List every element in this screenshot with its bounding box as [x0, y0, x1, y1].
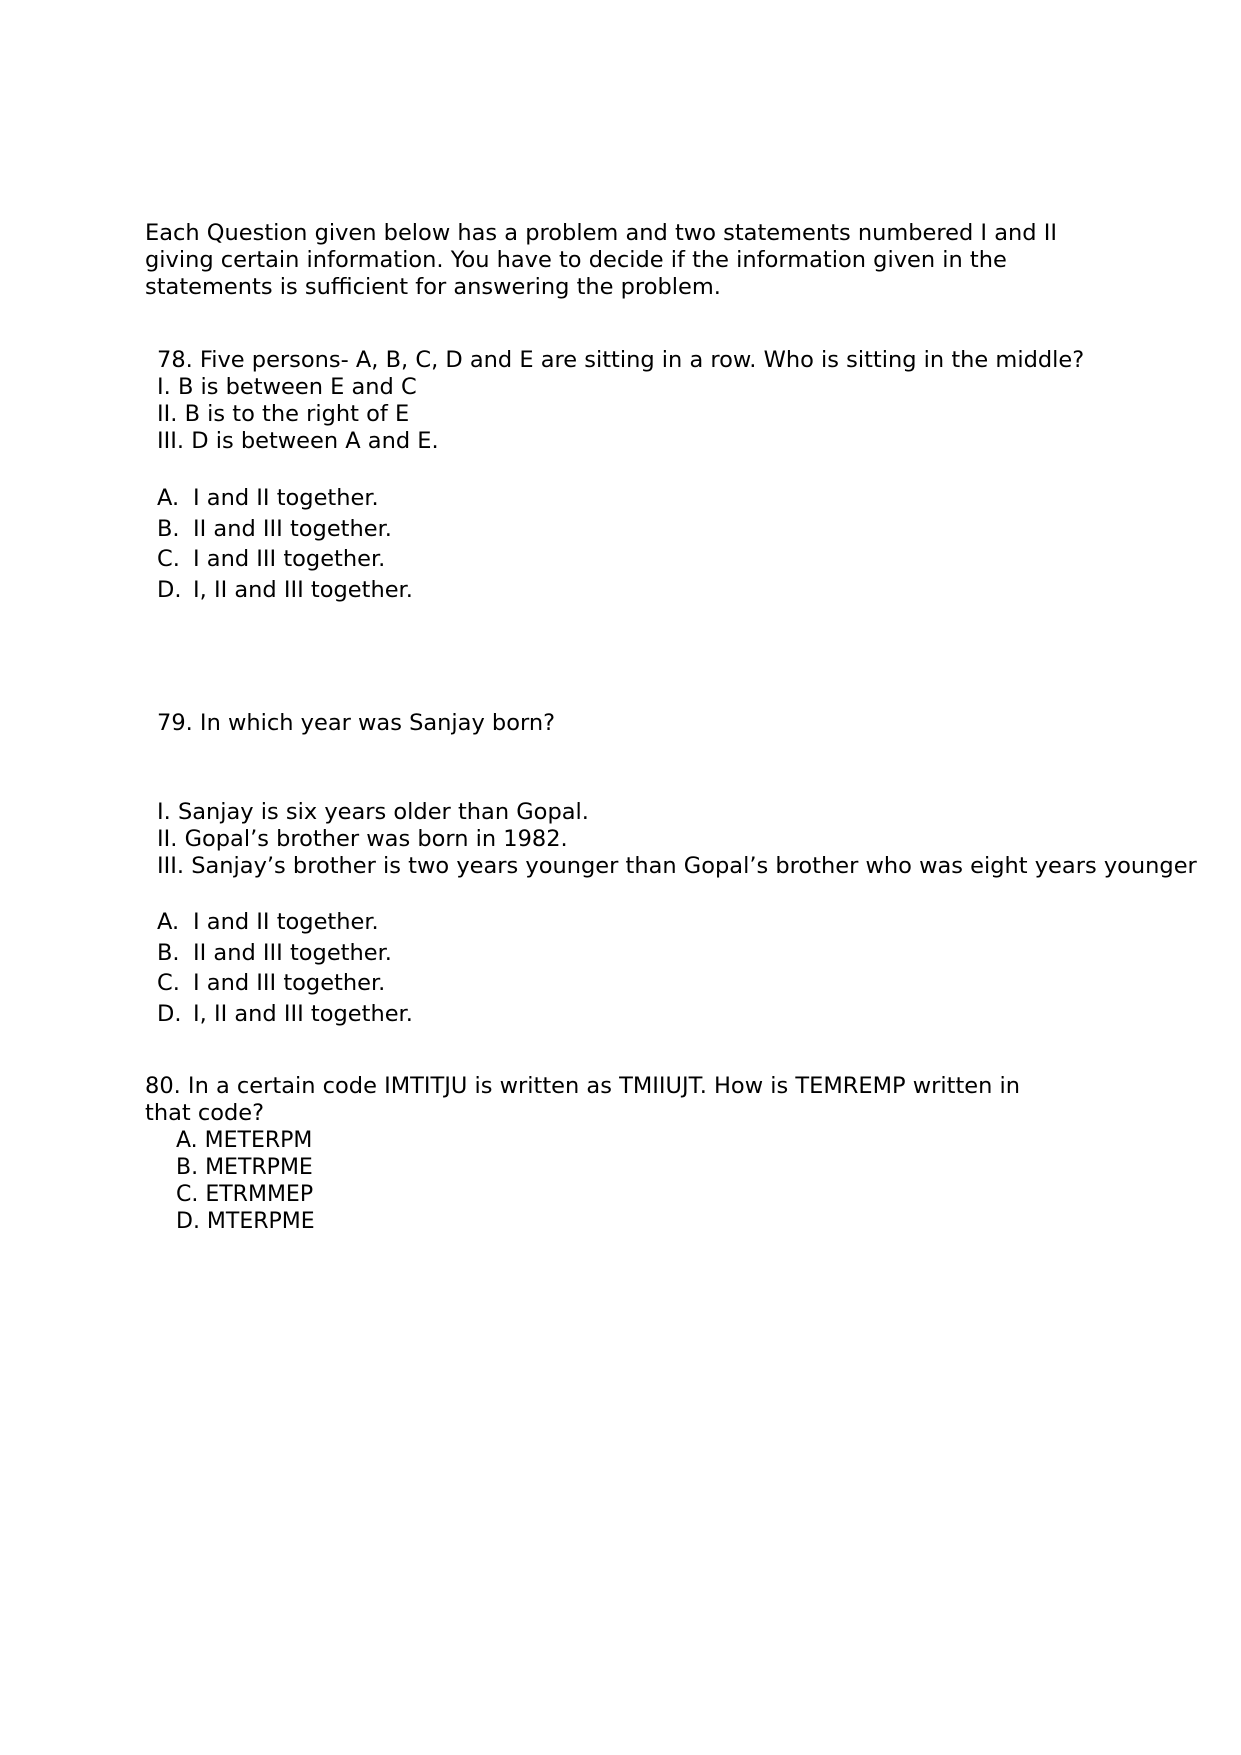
statement-i: I. B is between E and C — [157, 374, 417, 400]
option-d — [157, 999, 413, 1030]
instructions-paragraph — [145, 220, 1105, 301]
question-78-options — [157, 483, 413, 605]
option-text: I and II together. — [193, 485, 379, 511]
option-text: I and II together. — [193, 909, 379, 935]
option-text: I and III together. — [193, 970, 386, 996]
instructions-line: Each Question given below has a problem and two statements numbered I and II — [145, 220, 1057, 246]
option-letter: A. — [157, 909, 180, 935]
question-80-line: that code? — [145, 1100, 265, 1126]
option-d — [157, 575, 413, 606]
option-letter: D. — [157, 576, 182, 603]
statement-i: I. Sanjay is six years older than Gopal. — [157, 799, 589, 825]
option-b: B. METRPME — [176, 1155, 313, 1180]
question-80-options — [145, 1127, 1105, 1235]
option-text: II and III together. — [193, 939, 392, 966]
option-a — [157, 483, 413, 514]
option-b — [157, 514, 413, 545]
option-d: D. MTERPME — [176, 1209, 315, 1234]
instructions-line: statements is sufficient for answering the problem. — [145, 274, 721, 300]
statement-ii: II. Gopal’s brother was born in 1982. — [157, 826, 568, 852]
option-c — [157, 544, 413, 575]
option-letter: C. — [157, 970, 180, 996]
question-80-line: 80. In a certain code IMTITJU is written as TMIIUJT. How is TEMREMP written in — [145, 1073, 1021, 1099]
option-text: I and III together. — [193, 546, 386, 572]
question-78 — [157, 347, 1084, 455]
instructions-line: giving certain information. You have to decide if the information given in the — [145, 247, 1007, 273]
question-80 — [145, 1073, 1105, 1235]
statement-iii: III. Sanjay’s brother is two years younger than Gopal’s brother who was eight years younger — [157, 853, 1197, 879]
option-letter: C. — [157, 546, 180, 572]
option-text: II and III together. — [193, 515, 392, 542]
option-text: I, II and III together. — [193, 1000, 413, 1027]
option-a: A. METERPM — [176, 1128, 313, 1153]
option-b — [157, 938, 413, 969]
option-letter: B. — [157, 515, 180, 542]
option-c: C. ETRMMEP — [176, 1182, 314, 1207]
question-79-text: 79. In which year was Sanjay born? — [157, 710, 556, 736]
option-letter: A. — [157, 485, 180, 511]
question-78-text: 78. Five persons- A, B, C, D and E are sitting in a row. Who is sitting in the middle? — [157, 347, 1085, 373]
statement-ii: II. B is to the right of E — [157, 401, 410, 427]
question-79 — [157, 710, 555, 737]
question-79-options — [157, 907, 413, 1029]
question-80-text — [145, 1073, 1105, 1127]
option-letter: D. — [157, 1000, 182, 1027]
option-a — [157, 907, 413, 938]
question-79-statements — [157, 799, 1197, 880]
option-text: I, II and III together. — [193, 576, 413, 603]
statement-iii: III. D is between A and E. — [157, 428, 439, 454]
option-c — [157, 968, 413, 999]
option-letter: B. — [157, 939, 180, 966]
